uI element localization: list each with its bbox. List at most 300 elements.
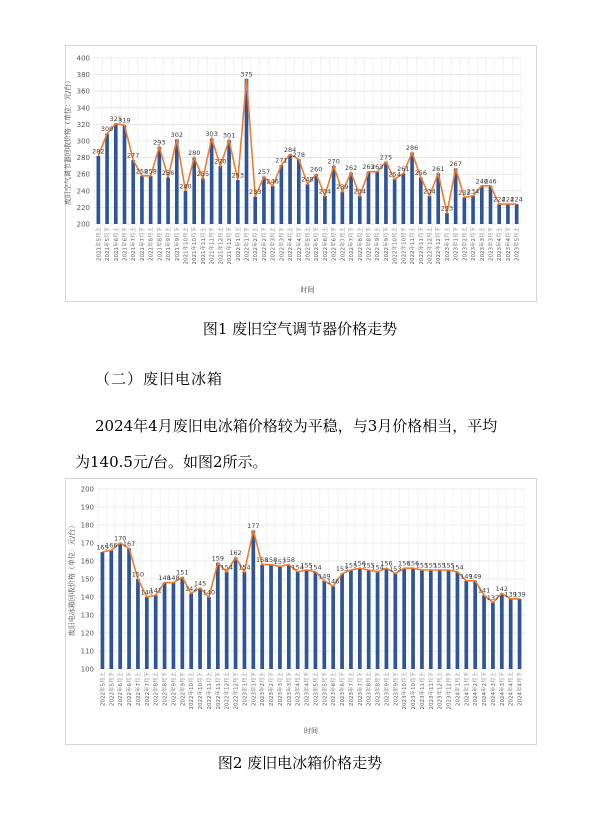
data-label: 162	[229, 548, 242, 557]
y-tick-label: 320	[76, 120, 90, 129]
bar	[201, 178, 205, 224]
data-label: 153	[335, 565, 349, 574]
data-label: 154	[291, 563, 304, 572]
bar	[227, 140, 231, 224]
bar	[376, 572, 380, 669]
x-tick-label: 2024年2月上	[473, 672, 480, 706]
data-label: 224	[501, 195, 515, 204]
data-label: 156	[353, 559, 367, 568]
bar	[332, 166, 336, 224]
data-label: 246	[484, 177, 497, 186]
bar	[518, 599, 522, 669]
data-label: 248	[301, 175, 314, 184]
data-label: 158	[282, 556, 296, 565]
y-tick-label: 360	[76, 87, 90, 96]
bar	[262, 177, 266, 224]
x-tick-label: 2022年10月下	[198, 672, 205, 710]
data-label: 155	[300, 561, 313, 570]
bar	[280, 165, 284, 224]
data-label: 137	[486, 593, 500, 602]
bar	[225, 572, 229, 669]
x-tick-label: 2023年7月下	[357, 672, 364, 706]
data-label: 258	[144, 167, 157, 176]
bar	[216, 563, 220, 669]
data-label: 157	[273, 557, 287, 566]
y-tick-label: 120	[80, 629, 94, 638]
x-tick-label: 2023年6月上	[331, 672, 338, 706]
data-label: 261	[432, 164, 445, 173]
bar	[198, 588, 202, 669]
data-label: 253	[231, 171, 244, 180]
bar	[243, 572, 247, 669]
data-label: 155	[415, 561, 429, 570]
data-label: 158	[264, 556, 278, 565]
bar	[271, 186, 275, 224]
data-label: 141	[149, 586, 162, 595]
x-tick-label: 2022年7月下	[144, 672, 151, 706]
chart-2	[65, 478, 537, 745]
x-tick-label: 2023年2月上	[462, 227, 469, 261]
data-label: 303	[205, 130, 218, 139]
data-label: 233	[249, 188, 262, 197]
x-tick-label: 2022年10月下	[401, 227, 408, 265]
bar	[305, 570, 309, 669]
bar	[260, 565, 264, 669]
x-tick-label: 2021年10月下	[192, 227, 199, 265]
bar	[296, 572, 300, 669]
data-label: 155	[362, 561, 375, 570]
data-label: 155	[344, 561, 358, 570]
data-label: 149	[318, 572, 331, 581]
y-tick-label: 260	[76, 170, 90, 179]
bar	[367, 570, 371, 669]
bar	[236, 180, 240, 224]
bar	[163, 583, 167, 669]
bar	[463, 197, 467, 224]
y-tick-label: 220	[76, 203, 90, 212]
y-tick-label: 160	[80, 557, 94, 566]
x-tick-label: 2023年11月下	[428, 672, 435, 710]
data-label: 145	[193, 579, 207, 588]
x-tick-label: 2022年8月上	[357, 227, 364, 261]
data-label: 260	[310, 165, 323, 174]
x-tick-label: 2022年4月下	[296, 226, 303, 261]
bar	[184, 191, 188, 224]
data-label: 149	[460, 572, 473, 581]
y-axis-label: 废旧电冰箱回收价格（单位：元/台）	[68, 521, 76, 637]
bar	[411, 568, 415, 669]
bar	[207, 597, 211, 669]
bar	[375, 172, 379, 224]
data-label: 142	[495, 584, 509, 593]
bar	[297, 159, 301, 224]
x-tick-label: 2022年8月下	[366, 227, 373, 261]
bar	[109, 550, 113, 669]
data-label: 156	[380, 559, 393, 568]
data-label: 139	[513, 590, 526, 599]
x-tick-label: 2022年6月上	[322, 227, 329, 261]
data-label: 148	[167, 574, 180, 583]
y-tick-label: 110	[80, 647, 94, 656]
data-label: 166	[105, 541, 118, 550]
x-tick-label: 2023年11月上	[419, 672, 426, 710]
x-tick-label: 2021年11月下	[209, 227, 216, 265]
x-tick-label: 2022年4月上	[288, 226, 295, 261]
x-tick-label: 2024年1月上	[455, 672, 462, 706]
x-tick-label: 2023年2月下	[471, 227, 478, 261]
data-label: 278	[292, 150, 305, 159]
x-tick-label: 2021年11月上	[200, 227, 207, 265]
x-tick-label: 2022年2月下	[261, 227, 268, 261]
x-tick-label: 2023年3月下	[286, 672, 293, 706]
x-axis-label: 时间	[300, 286, 315, 294]
x-tick-label: 2021年5月下	[105, 227, 112, 261]
x-tick-label: 2021年8月下	[157, 227, 164, 261]
data-label: 309	[100, 125, 114, 134]
bar	[509, 599, 513, 669]
bar	[358, 568, 362, 669]
bar	[410, 153, 414, 224]
x-tick-label: 2024年4月下	[517, 672, 524, 706]
paragraph-line-1: 2024年4月废旧电冰箱价格较为平稳，与3月价格相当，平均	[95, 417, 498, 435]
data-label: 239	[336, 183, 349, 192]
data-label: 277	[127, 151, 140, 160]
x-tick-label: 2022年9月下	[180, 672, 187, 706]
x-tick-label: 2022年9月下	[383, 227, 390, 261]
bar	[123, 125, 127, 224]
x-tick-label: 2021年12月上	[218, 227, 225, 265]
x-tick-label: 2023年7月上	[348, 672, 355, 706]
data-label: 234	[353, 187, 366, 196]
x-tick-label: 2023年8月上	[366, 672, 373, 706]
x-tick-label: 2024年3月上	[490, 672, 497, 706]
paragraph-line-2: 为140.5元/台。如图2所示。	[75, 453, 268, 471]
data-label: 153	[389, 565, 402, 574]
data-label: 154	[451, 563, 464, 572]
x-tick-label: 2023年5月上	[514, 227, 521, 261]
bar	[331, 586, 335, 669]
bar	[149, 176, 153, 224]
data-label: 240	[179, 182, 192, 191]
bar	[471, 196, 475, 224]
bar	[127, 548, 131, 669]
bar	[131, 160, 135, 224]
x-tick-label: 2023年6月下	[340, 672, 347, 706]
bar	[489, 186, 493, 224]
bar	[314, 572, 318, 669]
x-tick-label: 2023年10月下	[411, 672, 418, 710]
bar	[251, 530, 255, 669]
x-tick-label: 2022年5月下	[314, 227, 321, 261]
x-tick-label: 2022年11月下	[418, 227, 425, 265]
bar	[384, 162, 388, 224]
x-tick-label: 2022年3月下	[279, 227, 286, 261]
data-label: 293	[153, 138, 166, 147]
data-label: 280	[188, 149, 201, 158]
data-label: 156	[397, 559, 411, 568]
figure-2-caption: 图2 废旧电冰箱价格走势	[217, 754, 383, 772]
bar	[473, 581, 477, 669]
x-tick-label: 2022年10月上	[392, 227, 399, 265]
y-tick-label: 240	[76, 187, 90, 196]
data-label: 142	[184, 584, 198, 593]
x-tick-label: 2021年8月上	[148, 227, 155, 261]
x-tick-label: 2022年11月下	[215, 672, 222, 710]
bar	[234, 557, 238, 669]
data-label: 234	[318, 187, 332, 196]
x-tick-label: 2022年3月上	[270, 227, 277, 261]
bar	[367, 172, 371, 224]
bar	[385, 568, 389, 669]
x-tick-label: 2023年5月上	[313, 672, 320, 706]
data-label: 246	[266, 177, 279, 186]
x-tick-label: 2022年5月上	[100, 672, 107, 706]
data-label: 148	[158, 574, 171, 583]
bar	[445, 213, 449, 224]
bar	[166, 178, 170, 224]
bar	[447, 570, 451, 669]
bar	[402, 568, 406, 669]
x-tick-label: 2021年7月上	[131, 227, 138, 261]
x-tick-label: 2022年7月下	[349, 227, 356, 261]
section-heading: （二）废旧电冰箱	[95, 370, 224, 388]
bar	[419, 178, 423, 224]
data-label: 159	[211, 554, 225, 563]
x-tick-label: 2024年3月下	[499, 672, 506, 706]
x-tick-label: 2022年12月下	[436, 227, 443, 265]
data-label: 154	[238, 563, 251, 572]
data-label: 234	[466, 187, 480, 196]
x-tick-label: 2024年4月上	[508, 672, 515, 706]
bar	[438, 570, 442, 669]
x-tick-label: 2023年12月下	[446, 672, 453, 710]
x-tick-label: 2021年7月下	[139, 227, 146, 261]
data-label: 146	[326, 577, 340, 586]
y-tick-label: 150	[80, 575, 94, 584]
x-tick-label: 2022年2月上	[253, 227, 260, 261]
y-tick-label: 180	[80, 521, 94, 530]
data-label: 255	[196, 169, 210, 178]
x-tick-label: 2022年7月上	[135, 672, 142, 706]
data-label: 256	[414, 169, 427, 178]
data-label: 140	[140, 588, 154, 597]
data-label: 232	[458, 188, 471, 197]
bar	[429, 570, 433, 669]
x-tick-label: 2023年3月上	[479, 227, 486, 261]
x-tick-label: 2023年4月下	[304, 672, 311, 706]
bar	[497, 204, 501, 224]
bar	[175, 139, 179, 224]
x-tick-label: 2021年12月下	[227, 227, 234, 265]
y-tick-label: 380	[76, 71, 90, 80]
x-tick-label: 2022年5月上	[305, 227, 312, 261]
y-tick-label: 300	[76, 137, 90, 146]
x-tick-label: 2023年2月上	[260, 672, 267, 706]
data-label: 271	[275, 156, 288, 165]
bar	[288, 154, 292, 224]
bar	[136, 579, 140, 669]
bar	[420, 570, 424, 669]
x-tick-label: 2023年5月下	[322, 672, 329, 706]
x-tick-label: 2021年10月上	[183, 227, 190, 265]
data-label: 257	[257, 168, 271, 177]
x-tick-label: 2023年1月下	[453, 227, 460, 261]
x-tick-label: 2022年9月上	[171, 672, 178, 706]
x-tick-label: 2022年5月下	[109, 672, 116, 706]
x-tick-label: 2022年1月上	[235, 227, 242, 261]
bar	[118, 543, 122, 669]
bar	[192, 158, 196, 224]
data-label: 284	[283, 145, 297, 154]
bar	[515, 204, 519, 224]
x-tick-label: 2023年9月上	[384, 672, 391, 706]
y-tick-label: 340	[76, 104, 90, 113]
bar	[140, 176, 144, 224]
bar	[219, 166, 223, 224]
bar	[210, 139, 214, 224]
figure-1-caption: 图1 废旧空气调节器价格走势	[202, 320, 398, 338]
y-tick-label: 140	[80, 593, 94, 602]
data-label: 213	[440, 204, 454, 213]
data-label: 267	[449, 159, 462, 168]
bar	[341, 192, 345, 224]
x-tick-label: 2022年7月上	[340, 227, 347, 261]
bar	[101, 552, 105, 669]
bar	[97, 156, 101, 224]
x-tick-label: 2023年2月下	[269, 672, 276, 706]
bar	[456, 572, 460, 669]
data-label: 263	[371, 163, 384, 172]
bar	[506, 204, 510, 224]
chart-2-svg	[66, 479, 536, 744]
x-tick-label: 2024年1月下	[464, 672, 471, 706]
x-tick-label: 2022年12月上	[427, 227, 434, 265]
data-label: 254	[388, 170, 401, 179]
data-label: 261	[397, 164, 410, 173]
data-label: 275	[379, 153, 393, 162]
y-tick-label: 100	[80, 665, 94, 674]
bar	[393, 574, 397, 669]
x-tick-label: 2022年6月上	[118, 672, 125, 706]
y-tick-label: 200	[76, 220, 90, 229]
data-label: 321	[109, 115, 122, 124]
data-label: 234	[423, 187, 436, 196]
x-tick-label: 2022年8月上	[153, 672, 160, 706]
data-label: 282	[92, 147, 105, 156]
x-tick-label: 2023年3月上	[277, 672, 284, 706]
data-label: 270	[327, 157, 340, 166]
data-label: 375	[240, 70, 253, 79]
bar	[145, 597, 149, 669]
bar	[402, 173, 406, 224]
data-label: 156	[406, 559, 420, 568]
x-tick-label: 2023年1月上	[242, 672, 249, 706]
x-tick-label: 2022年11月上	[410, 227, 417, 265]
y-tick-label: 400	[76, 54, 90, 63]
data-label: 158	[255, 556, 269, 565]
data-label: 262	[344, 164, 358, 173]
bar	[322, 581, 326, 669]
x-tick-label: 2021年6月上	[113, 227, 120, 261]
y-axis-label: 废旧空气调节器回收价格（单位：元/台）	[64, 76, 72, 206]
bar	[287, 565, 291, 669]
bar	[172, 583, 176, 669]
y-tick-label: 170	[80, 539, 94, 548]
data-label: 155	[433, 561, 446, 570]
bar	[314, 174, 318, 224]
x-tick-label: 2023年4月上	[497, 227, 504, 261]
bar	[180, 577, 184, 669]
data-label: 286	[405, 144, 419, 153]
data-label: 256	[161, 169, 175, 178]
data-label: 155	[442, 561, 455, 570]
x-tick-label: 2022年12月下	[233, 672, 240, 710]
bar	[340, 574, 344, 669]
data-label: 150	[131, 570, 145, 579]
x-tick-label: 2022年1月下	[244, 227, 251, 261]
y-tick-label: 200	[80, 485, 94, 494]
bar	[154, 595, 158, 669]
x-tick-label: 2023年1月上	[444, 227, 451, 261]
bar	[253, 197, 257, 224]
x-tick-label: 2022年8月下	[162, 672, 169, 706]
bar	[349, 570, 353, 669]
y-tick-label: 130	[80, 611, 94, 620]
x-tick-label: 2023年4月上	[295, 672, 302, 706]
bar	[428, 196, 432, 224]
data-label: 270	[214, 157, 227, 166]
data-label: 170	[113, 534, 127, 543]
x-tick-label: 2022年12月上	[224, 672, 231, 710]
data-label: 154	[371, 563, 384, 572]
x-tick-label: 2023年1月下	[251, 672, 258, 706]
x-tick-label: 2021年9月下	[174, 227, 181, 261]
data-label: 167	[122, 539, 136, 548]
data-label: 155	[424, 561, 438, 570]
x-tick-label: 2021年5月上	[96, 227, 103, 261]
bar	[114, 124, 118, 224]
chart-1	[65, 45, 537, 302]
data-label: 141	[477, 586, 491, 595]
data-label: 302	[170, 130, 183, 139]
data-label: 224	[510, 195, 523, 204]
data-label: 246	[475, 177, 488, 186]
x-tick-label: 2023年10月上	[402, 672, 409, 710]
bar	[269, 565, 273, 669]
bar	[349, 173, 353, 224]
x-tick-label: 2022年11月上	[206, 672, 213, 710]
x-axis-label: 时间	[304, 727, 318, 735]
y-tick-label: 280	[76, 154, 90, 163]
bar	[306, 184, 310, 224]
bar	[480, 186, 484, 224]
data-label: 224	[493, 195, 506, 204]
bar	[358, 196, 362, 224]
bar	[491, 602, 495, 669]
data-label: 258	[135, 167, 149, 176]
x-tick-label: 2023年4月下	[505, 227, 512, 261]
data-label: 154	[220, 563, 233, 572]
data-label: 151	[176, 568, 189, 577]
bar	[393, 179, 397, 224]
bar	[482, 595, 486, 669]
x-tick-label: 2022年6月下	[127, 672, 134, 706]
bar	[189, 593, 193, 669]
x-tick-label: 2021年6月下	[122, 227, 129, 261]
x-tick-label: 2023年3月下	[488, 227, 495, 261]
bar	[105, 134, 109, 224]
data-label: 263	[362, 163, 375, 172]
